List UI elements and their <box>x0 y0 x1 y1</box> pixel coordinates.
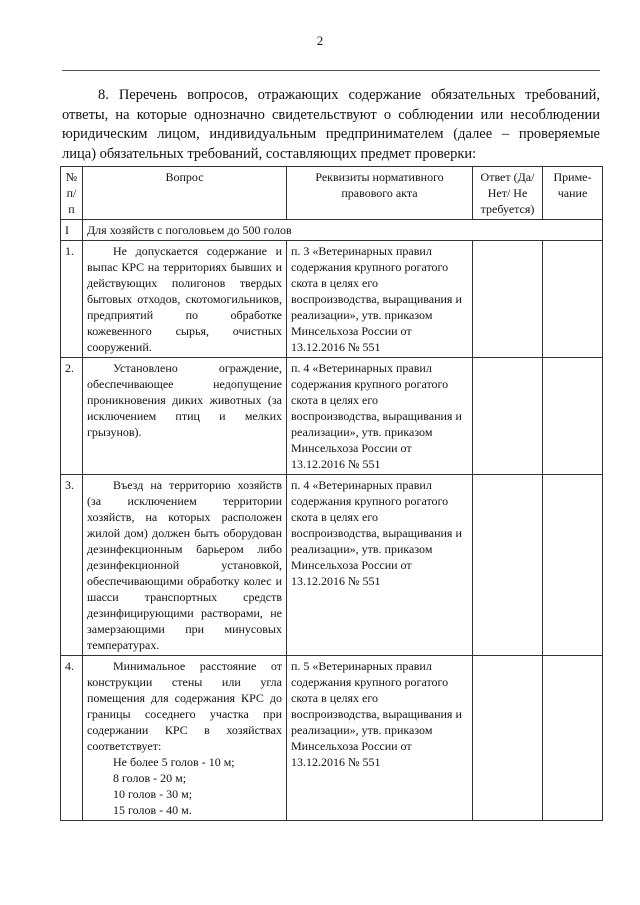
row-note-cell[interactable] <box>543 241 603 358</box>
row-note-cell[interactable] <box>543 656 603 821</box>
header-num: № п/п <box>61 167 83 220</box>
row-note-cell[interactable] <box>543 475 603 656</box>
row-question: Минимальное расстояние от конструкции стены или угла помещения для содержания КРС до границы соседнего участка при содержании КРС в хозяйствах соответствует: <box>87 659 282 753</box>
row-answer-cell[interactable] <box>473 656 543 821</box>
section-title: Для хозяйств с поголовьем до 500 голов <box>83 220 603 241</box>
row-answer-cell[interactable] <box>473 358 543 475</box>
section-num: I <box>61 220 83 241</box>
row-num: 1. <box>61 241 83 358</box>
distance-item: 15 голов - 40 м. <box>113 803 192 817</box>
distance-item: 10 голов - 30 м; <box>113 787 193 801</box>
table-header-row <box>61 167 603 220</box>
intro-paragraph: 8. Перечень вопросов, отражающих содержание обязательных требований, ответы, на которые однозначно свидетельствуют о соблюдении или несоблюдении юридическим лицом, индивидуальным предпринимателем (далее – проверяемые лица) обязательных требований, составляющих предмет проверки: <box>62 87 600 162</box>
row-note-cell[interactable] <box>543 358 603 475</box>
row-requisites: п. 3 «Ветеринарных правил содержания крупного рогатого скота в целях его воспроизводства, выращивания и реализации», утв. приказом Минсельхоза России от 13.12.2016 № 551 <box>287 241 473 358</box>
table-row <box>61 358 603 475</box>
table-row <box>61 475 603 656</box>
row-requisites: п. 5 «Ветеринарных правил содержания крупного рогатого скота в целях его воспроизводства, выращивания и реализации», утв. приказом Минсельхоза России от 13.12.2016 № 551 <box>287 656 473 821</box>
row-answer-cell[interactable] <box>473 241 543 358</box>
row-requisites: п. 4 «Ветеринарных правил содержания крупного рогатого скота в целях его воспроизводства, выращивания и реализации», утв. приказом Минсельхоза России от 13.12.2016 № 551 <box>287 475 473 656</box>
header-question: Вопрос <box>83 167 287 220</box>
row-question-cell <box>83 656 287 821</box>
row-num: 2. <box>61 358 83 475</box>
row-question: Не допускается содержание и выпас КРС на территориях бывших и действующих полигонов твердых бытовых отходов, скотомогильников, предприятий по обработке кожевенного сырья, очистных сооружений. <box>83 241 287 358</box>
header-requisites: Реквизиты нормативного правового акта <box>287 167 473 220</box>
distance-item: Не более 5 голов - 10 м; <box>113 755 235 769</box>
table-row <box>61 656 603 821</box>
distance-list <box>87 754 282 818</box>
table-row <box>61 241 603 358</box>
header-answer: Ответ (Да/ Нет/ Не требуется) <box>473 167 543 220</box>
section-row <box>61 220 603 241</box>
header-rule <box>62 70 600 71</box>
row-num: 3. <box>61 475 83 656</box>
row-question: Установлено ограждение, обеспечивающее недопущение проникновения диких животных (за исключением птиц и мелких грызунов). <box>83 358 287 475</box>
checklist-table <box>60 166 603 821</box>
header-note: Приме-чание <box>543 167 603 220</box>
row-answer-cell[interactable] <box>473 475 543 656</box>
page-number: 2 <box>316 33 324 48</box>
distance-item: 8 голов - 20 м; <box>113 771 187 785</box>
row-requisites: п. 4 «Ветеринарных правил содержания крупного рогатого скота в целях его воспроизводства, выращивания и реализации», утв. приказом Минсельхоза России от 13.12.2016 № 551 <box>287 358 473 475</box>
row-num: 4. <box>61 656 83 821</box>
row-question: Въезд на территорию хозяйств (за исключением территории хозяйств, на которых расположен жилой дом) должен быть оборудован дезинфекционным барьером либо дезинфекционной установкой, обеспечивающими обработку колес и шасси транспортных средств дезинфицирующими растворами, не замерзающими при минусовых температурах. <box>83 475 287 656</box>
